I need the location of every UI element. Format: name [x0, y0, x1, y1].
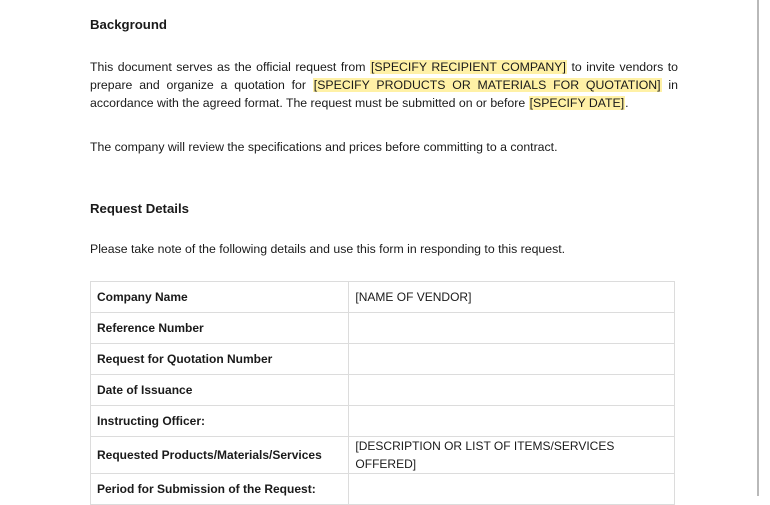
background-text-2: to invite vendors to prepare and organize a quotation for — [90, 60, 678, 92]
row-label: Company Name — [91, 282, 349, 313]
row-label: Request for Quotation Number — [91, 344, 349, 375]
table-row — [91, 313, 675, 344]
row-label: Period for Submission of the Request: — [91, 474, 349, 505]
table-row — [91, 282, 675, 313]
placeholder-date: [SPECIFY DATE] — [529, 96, 625, 110]
row-label: Reference Number — [91, 313, 349, 344]
placeholder-products: [SPECIFY PRODUCTS OR MATERIALS FOR QUOTATION] — [313, 78, 661, 92]
row-value — [349, 375, 675, 406]
background-heading: Background — [90, 17, 167, 32]
placeholder-recipient-company: [SPECIFY RECIPIENT COMPANY] — [371, 60, 566, 74]
background-text-4: . — [625, 96, 629, 110]
row-label: Date of Issuance — [91, 375, 349, 406]
table-row — [91, 344, 675, 375]
row-value — [349, 344, 675, 375]
page-edge — [757, 0, 759, 496]
review-paragraph: The company will review the specifications and prices before committing to a contract. — [90, 140, 558, 154]
background-paragraph — [90, 58, 678, 112]
row-label: Requested Products/Materials/Services — [91, 437, 349, 474]
table-row — [91, 375, 675, 406]
row-label: Instructing Officer: — [91, 406, 349, 437]
row-value: [DESCRIPTION OR LIST OF ITEMS/SERVICES OFFERED] — [349, 437, 675, 474]
table-row — [91, 437, 675, 474]
background-text-3: in accordance with the agreed format. The request must be submitted on or before — [90, 78, 678, 110]
row-value — [349, 474, 675, 505]
table-row — [91, 474, 675, 505]
request-details-heading: Request Details — [90, 201, 189, 216]
row-value — [349, 313, 675, 344]
request-intro: Please take note of the following details and use this form in responding to this request. — [90, 242, 566, 256]
table-row — [91, 406, 675, 437]
background-text-1: This document serves as the official request from — [90, 60, 370, 74]
request-details-table — [90, 281, 675, 505]
row-value — [349, 406, 675, 437]
row-value: [NAME OF VENDOR] — [349, 282, 675, 313]
